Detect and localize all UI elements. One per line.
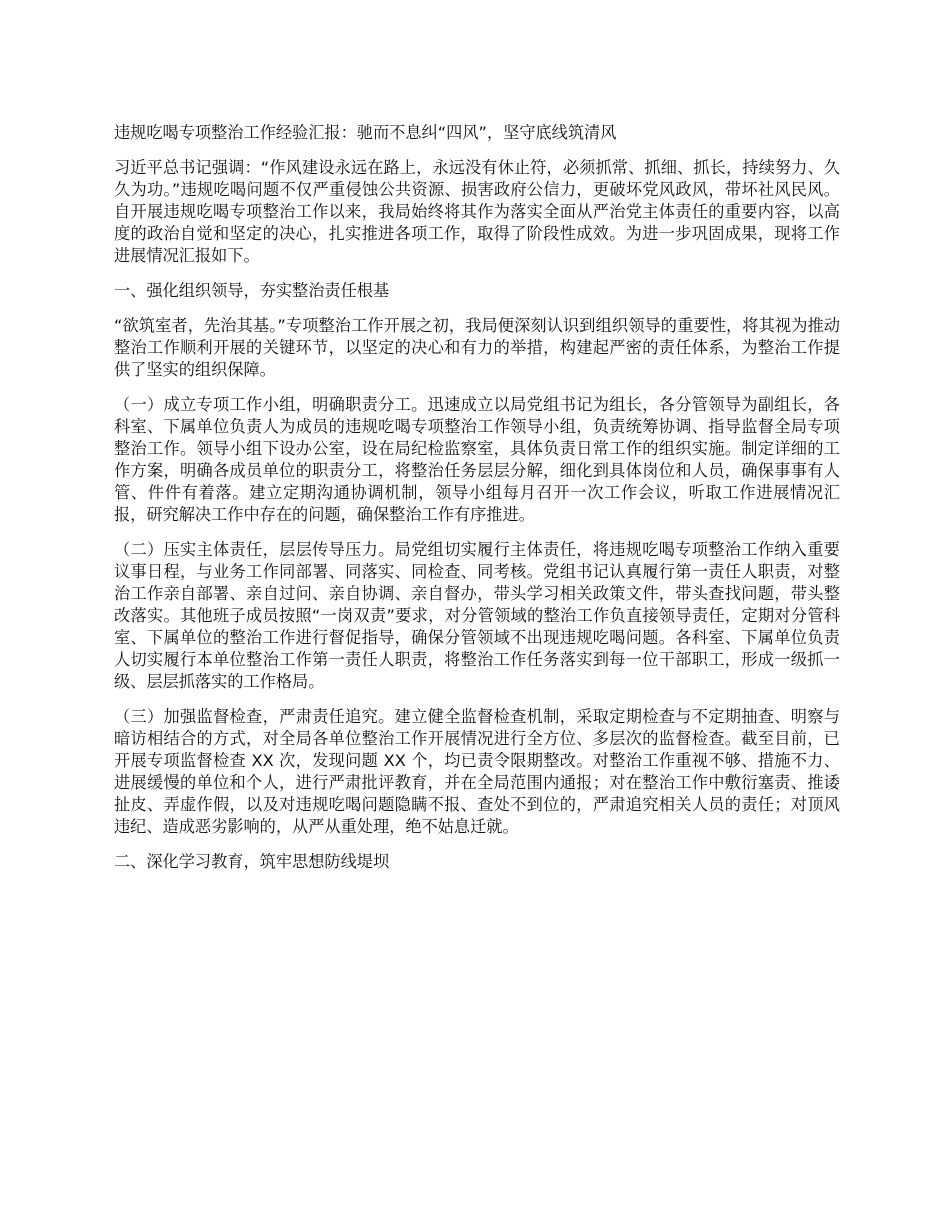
document-title: 违规吃喝专项整治工作经验汇报：驰而不息纠“四风”，坚守底线筑清风 — [114, 123, 617, 142]
section-1-item-2-paragraph: （二）压实主体责任，层层传导压力。局党组切实履行主体责任，将违规吃喝专项整治工作纳入重要议事日程，与业务工作同部署、同落实、同检查、同考核。党组书记认真履行第一责任人职责，对整治工作亲自部署、亲自过问、亲自协调、亲自督办，带头学习相关政策文件，带头查找问题，带头整改落实。其他班子成员按照“一岗双责”要求，对分管领域的整治工作负直接领导责任，定期对分管科室、下属单位的整治工作进行督促指导，确保分管领域不出现违规吃喝问题。各科室、下属单位负责人切实履行本单位整治工作第一责任人职责，将整治工作任务落实到每一位干部职工，形成一级抓一级、层层抓落实的工作格局。 — [114, 540, 840, 691]
section-2-heading: 二、深化学习教育，筑牢思想防线堤坝 — [114, 852, 390, 871]
section-1-lead-paragraph: “欲筑室者，先治其基。”专项整治工作开展之初，我局便深刻认识到组织领导的重要性，将其视为推动整治工作顺利开展的关键环节，以坚定的决心和有力的举措，构建起严密的责任体系，为整治工作提供了坚实的组织保障。 — [114, 316, 840, 379]
document-page — [114, 122, 840, 886]
intro-paragraph: 习近平总书记强调：“作风建设永远在路上，永远没有休止符，必须抓常、抓细、抓长，持续努力、久久为功。”违规吃喝问题不仅严重侵蚀公共资源、损害政府公信力，更破坏党风政风，带坏社风民风。自开展违规吃喝专项整治工作以来，我局始终将其作为落实全面从严治党主体责任的重要内容，以高度的政治自觉和坚定的决心，扎实推进各项工作，取得了阶段性成效。为进一步巩固成果，现将工作进展情况汇报如下。 — [114, 158, 840, 265]
section-1-heading: 一、强化组织领导，夯实整治责任根基 — [114, 281, 390, 300]
section-1-item-3-paragraph: （三）加强监督检查，严肃责任追究。建立健全监督检查机制，采取定期检查与不定期抽查、明察与暗访相结合的方式，对全局各单位整治工作开展情况进行全方位、多层次的监督检查。截至目前，已开展专项监督检查 XX 次，发现问题 XX 个，均已责令限期整改。对整治工作重视不够、措施不力、进展缓慢的单位和个人，进行严肃批评教育，并在全局范围内通报；对在整治工作中敷衍塞责、推诿扯皮、弄虚作假，以及对违规吃喝问题隐瞒不报、查处不到位的，严肃追究相关人员的责任；对顶风违纪、造成恶劣影响的，从严从重处理，绝不姑息迁就。 — [114, 707, 840, 836]
section-1-item-1-paragraph: （一）成立专项工作小组，明确职责分工。迅速成立以局党组书记为组长，各分管领导为副组长，各科室、下属单位负责人为成员的违规吃喝专项整治工作领导小组，负责统筹协调、指导监督全局专项整治工作。领导小组下设办公室，设在局纪检监察室，具体负责日常工作的组织实施。制定详细的工作方案，明确各成员单位的职责分工，将整治任务层层分解，细化到具体岗位和人员，确保事事有人管、件件有着落。建立定期沟通协调机制，领导小组每月召开一次工作会议，听取工作进展情况汇报，研究解决工作中存在的问题，确保整治工作有序推进。 — [114, 395, 840, 524]
